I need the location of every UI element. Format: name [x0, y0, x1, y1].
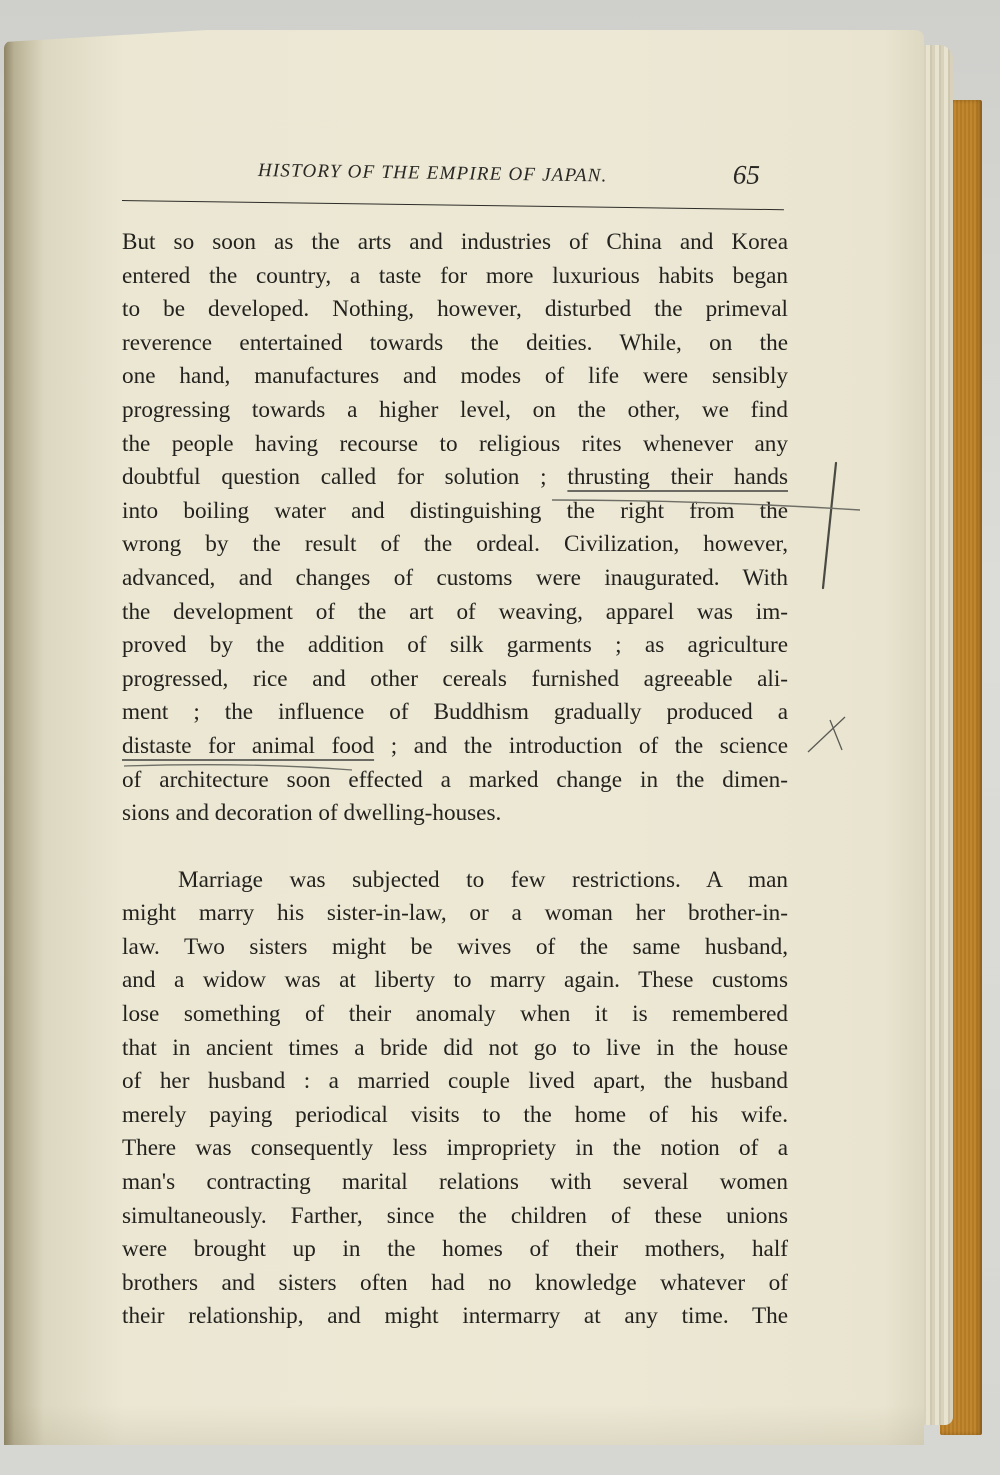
text-line: of architecture soon effected a marked change in the dimen-: [122, 766, 788, 793]
page-shadow: [4, 1405, 924, 1445]
text-line: man's contracting marital relations with several women: [122, 1169, 788, 1196]
paragraph-1: [122, 226, 788, 831]
text-line: the development of the art of weaving, apparel was im-: [122, 598, 788, 625]
underlined-passage: thrusting their hands: [567, 464, 788, 491]
text-line: were brought up in the homes of their mothers, half: [122, 1236, 788, 1263]
text-line: entered the country, a taste for more luxurious habits began: [122, 262, 788, 289]
text-line: the people having recourse to religious rites whenever any: [122, 430, 788, 457]
text-line: ment ; the influence of Buddhism gradually produced a: [122, 699, 788, 726]
paragraph-gap: [122, 831, 788, 864]
text-line: wrong by the result of the ordeal. Civilization, however,: [122, 531, 788, 558]
running-title: HISTORY OF THE EMPIRE OF JAPAN.: [257, 160, 608, 187]
text-line: sions and decoration of dwelling-houses.: [122, 800, 502, 827]
text-segment: doubtful question called for solution ;: [122, 464, 568, 491]
paragraph-2: [122, 864, 788, 1334]
text-line: But so soon as the arts and industries of China and Korea: [122, 229, 788, 255]
text-segment: ; and the introduction of the science: [374, 732, 788, 759]
text-line: of her husband : a married couple lived apart, the husband: [122, 1068, 788, 1095]
text-line: that in ancient times a bride did not go to live in the house: [122, 1034, 788, 1061]
text-line: law. Two sisters might be wives of the same husband,: [122, 933, 788, 960]
text-line: There was consequently less impropriety in the notion of a: [122, 1135, 788, 1162]
text-line: lose something of their anomaly when it is remembered: [122, 1001, 788, 1028]
text-line: simultaneously. Farther, since the children of these unions: [122, 1202, 788, 1229]
text-line: advanced, and changes of customs were inaugurated. With: [122, 564, 788, 591]
text-line: reverence entertained towards the deities. While, on the: [122, 329, 788, 356]
text-line: and a widow was at liberty to marry again. These customs: [122, 967, 788, 994]
body-text: [122, 226, 788, 1334]
underlined-passage: distaste for animal food: [122, 732, 375, 759]
page-number: 65: [732, 159, 761, 190]
text-line: their relationship, and might intermarry at any time. The: [122, 1303, 788, 1330]
text-line-with-underline: [122, 730, 788, 764]
text-line: one hand, manufactures and modes of life were sensibly: [122, 363, 788, 390]
text-line: progressing towards a higher level, on the other, we find: [122, 396, 788, 423]
text-line: might marry his sister-in-law, or a woman her brother-in-: [122, 900, 788, 927]
text-line: merely paying periodical visits to the home of his wife.: [122, 1101, 788, 1128]
text-line: into boiling water and distinguishing the right from the: [122, 497, 788, 524]
text-line: to be developed. Nothing, however, disturbed the primeval: [122, 296, 788, 323]
text-line: proved by the addition of silk garments ; as agriculture: [122, 632, 788, 659]
text-line: brothers and sisters often had no knowledge whatever of: [122, 1269, 788, 1296]
text-line: progressed, rice and other cereals furnished agreeable ali-: [122, 665, 788, 692]
text-line-with-underline: [122, 461, 788, 495]
text-line: Marriage was subjected to few restrictions. A man: [178, 866, 788, 893]
